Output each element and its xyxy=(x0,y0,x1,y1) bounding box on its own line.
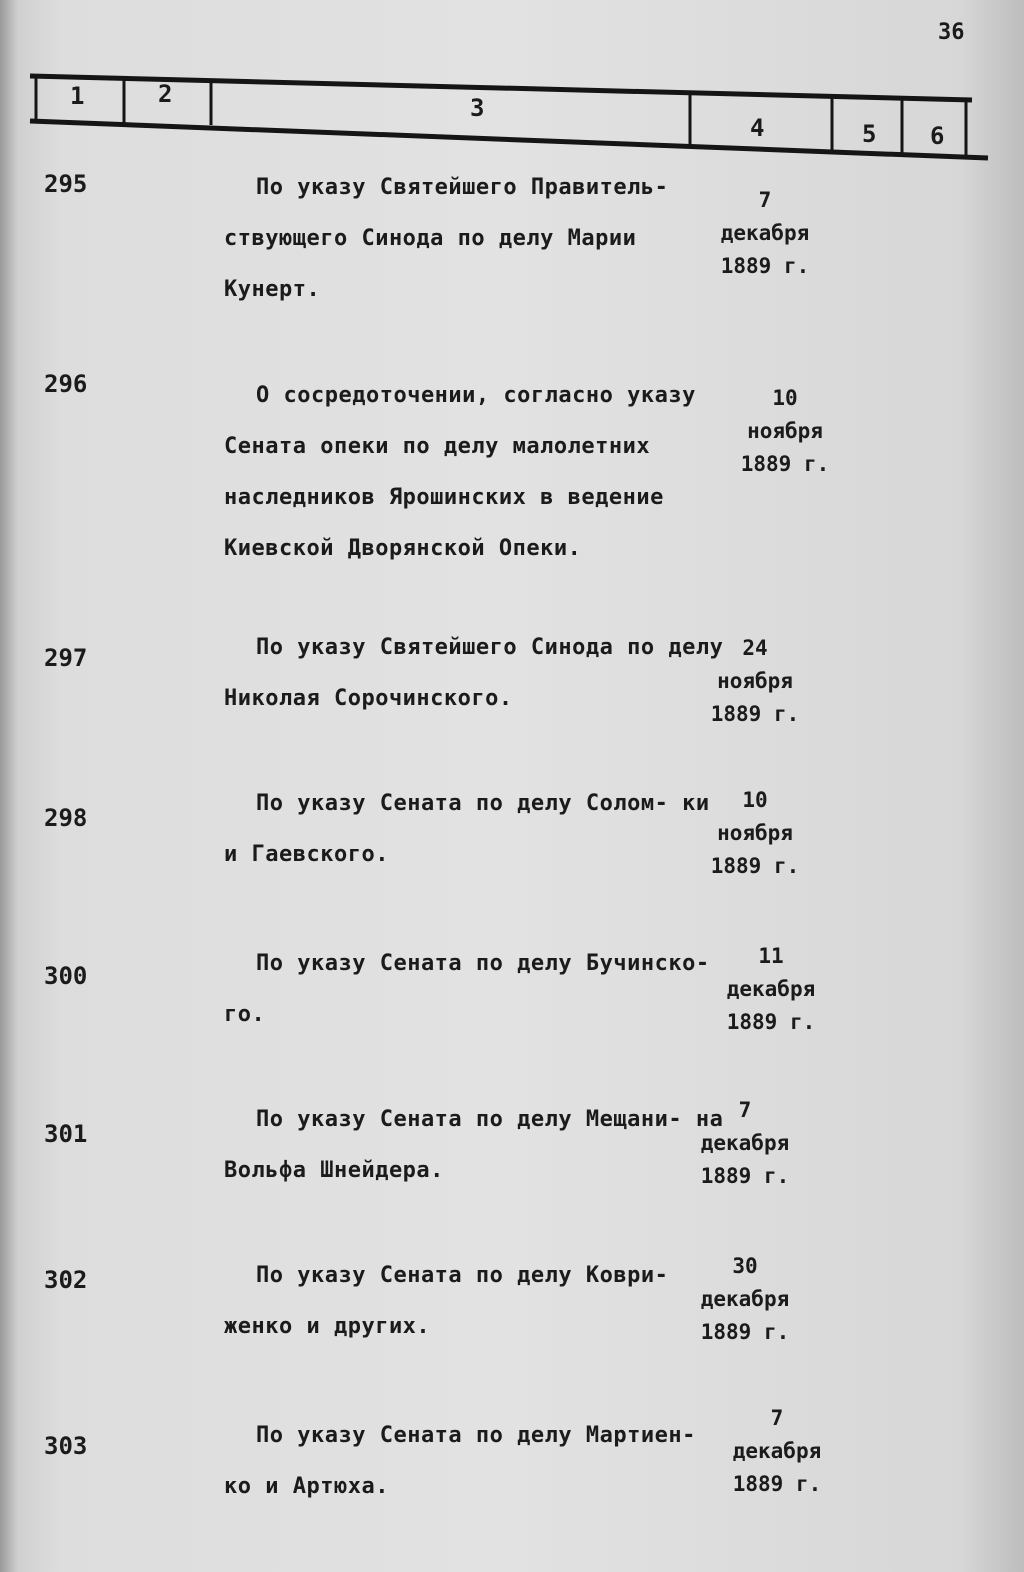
entry-number: 298 xyxy=(44,804,88,832)
date-day: 11 xyxy=(758,944,784,968)
date-month: декабря xyxy=(726,977,816,1001)
date-day: 30 xyxy=(732,1254,758,1278)
date-year: 1889 г. xyxy=(700,1164,790,1188)
column-header-2: 2 xyxy=(158,80,173,108)
entry-number: 295 xyxy=(44,170,88,198)
entry-number: 296 xyxy=(44,370,88,398)
date-year: 1889 г. xyxy=(700,1320,790,1344)
header-bottom-rule xyxy=(30,121,988,158)
entry-date xyxy=(712,1402,842,1501)
date-day: 24 xyxy=(742,636,768,660)
entry-description: По указу Святейшего Синода по делу Николая Сорочинского. xyxy=(224,635,724,711)
date-month: декабря xyxy=(700,1131,790,1155)
date-month: декабря xyxy=(700,1287,790,1311)
entry-date xyxy=(706,940,836,1039)
column-header-5: 5 xyxy=(862,120,877,148)
column-header-4: 4 xyxy=(750,114,765,142)
entry-number: 303 xyxy=(44,1432,88,1460)
date-day: 7 xyxy=(738,1098,752,1122)
date-month: ноября xyxy=(717,821,793,845)
entry-description: По указу Сената по делу Мещани- на Вольфа Шнейдера. xyxy=(224,1107,724,1183)
column-header-1: 1 xyxy=(70,82,85,110)
entry-description: По указу Сената по делу Коври- женко и других. xyxy=(224,1263,669,1339)
entry-date xyxy=(680,1250,810,1349)
date-year: 1889 г. xyxy=(732,1472,822,1496)
entry-description: По указу Сената по делу Бучинско- го. xyxy=(224,951,710,1027)
date-month: декабря xyxy=(720,221,810,245)
date-month: декабря xyxy=(732,1439,822,1463)
entry-description: По указу Святейшего Правитель- ствующего Синода по делу Марии Кунерт. xyxy=(224,175,669,302)
date-year: 1889 г. xyxy=(726,1010,816,1034)
date-year: 1889 г. xyxy=(710,854,800,878)
entry-date xyxy=(690,632,820,731)
page-number: 36 xyxy=(938,20,965,45)
date-year: 1889 г. xyxy=(740,452,830,476)
date-year: 1889 г. xyxy=(710,702,800,726)
entry-number: 300 xyxy=(44,962,88,990)
entry-number: 297 xyxy=(44,644,88,672)
date-day: 7 xyxy=(770,1406,784,1430)
entry-description: По указу Сената по делу Солом- ки и Гаевского. xyxy=(224,791,710,867)
date-day: 10 xyxy=(742,788,768,812)
date-year: 1889 г. xyxy=(720,254,810,278)
entry-description: О сосредоточении, согласно указу Сената опеки по делу малолетних наследников Ярошинских в ведение Киевской Дворянской Опеки. xyxy=(224,383,696,561)
entry-date xyxy=(690,784,820,883)
date-day: 7 xyxy=(758,188,772,212)
entry-date xyxy=(720,382,850,481)
date-day: 10 xyxy=(772,386,798,410)
entry-description: По указу Сената по делу Мартиен- ко и Артюха. xyxy=(224,1423,696,1499)
entry-date xyxy=(680,1094,810,1193)
entry-number: 301 xyxy=(44,1120,88,1148)
entry-number: 302 xyxy=(44,1266,88,1294)
column-header-3: 3 xyxy=(470,94,485,122)
entry-date xyxy=(700,184,830,283)
column-header-6: 6 xyxy=(930,122,945,150)
date-month: ноября xyxy=(717,669,793,693)
date-month: ноября xyxy=(747,419,823,443)
